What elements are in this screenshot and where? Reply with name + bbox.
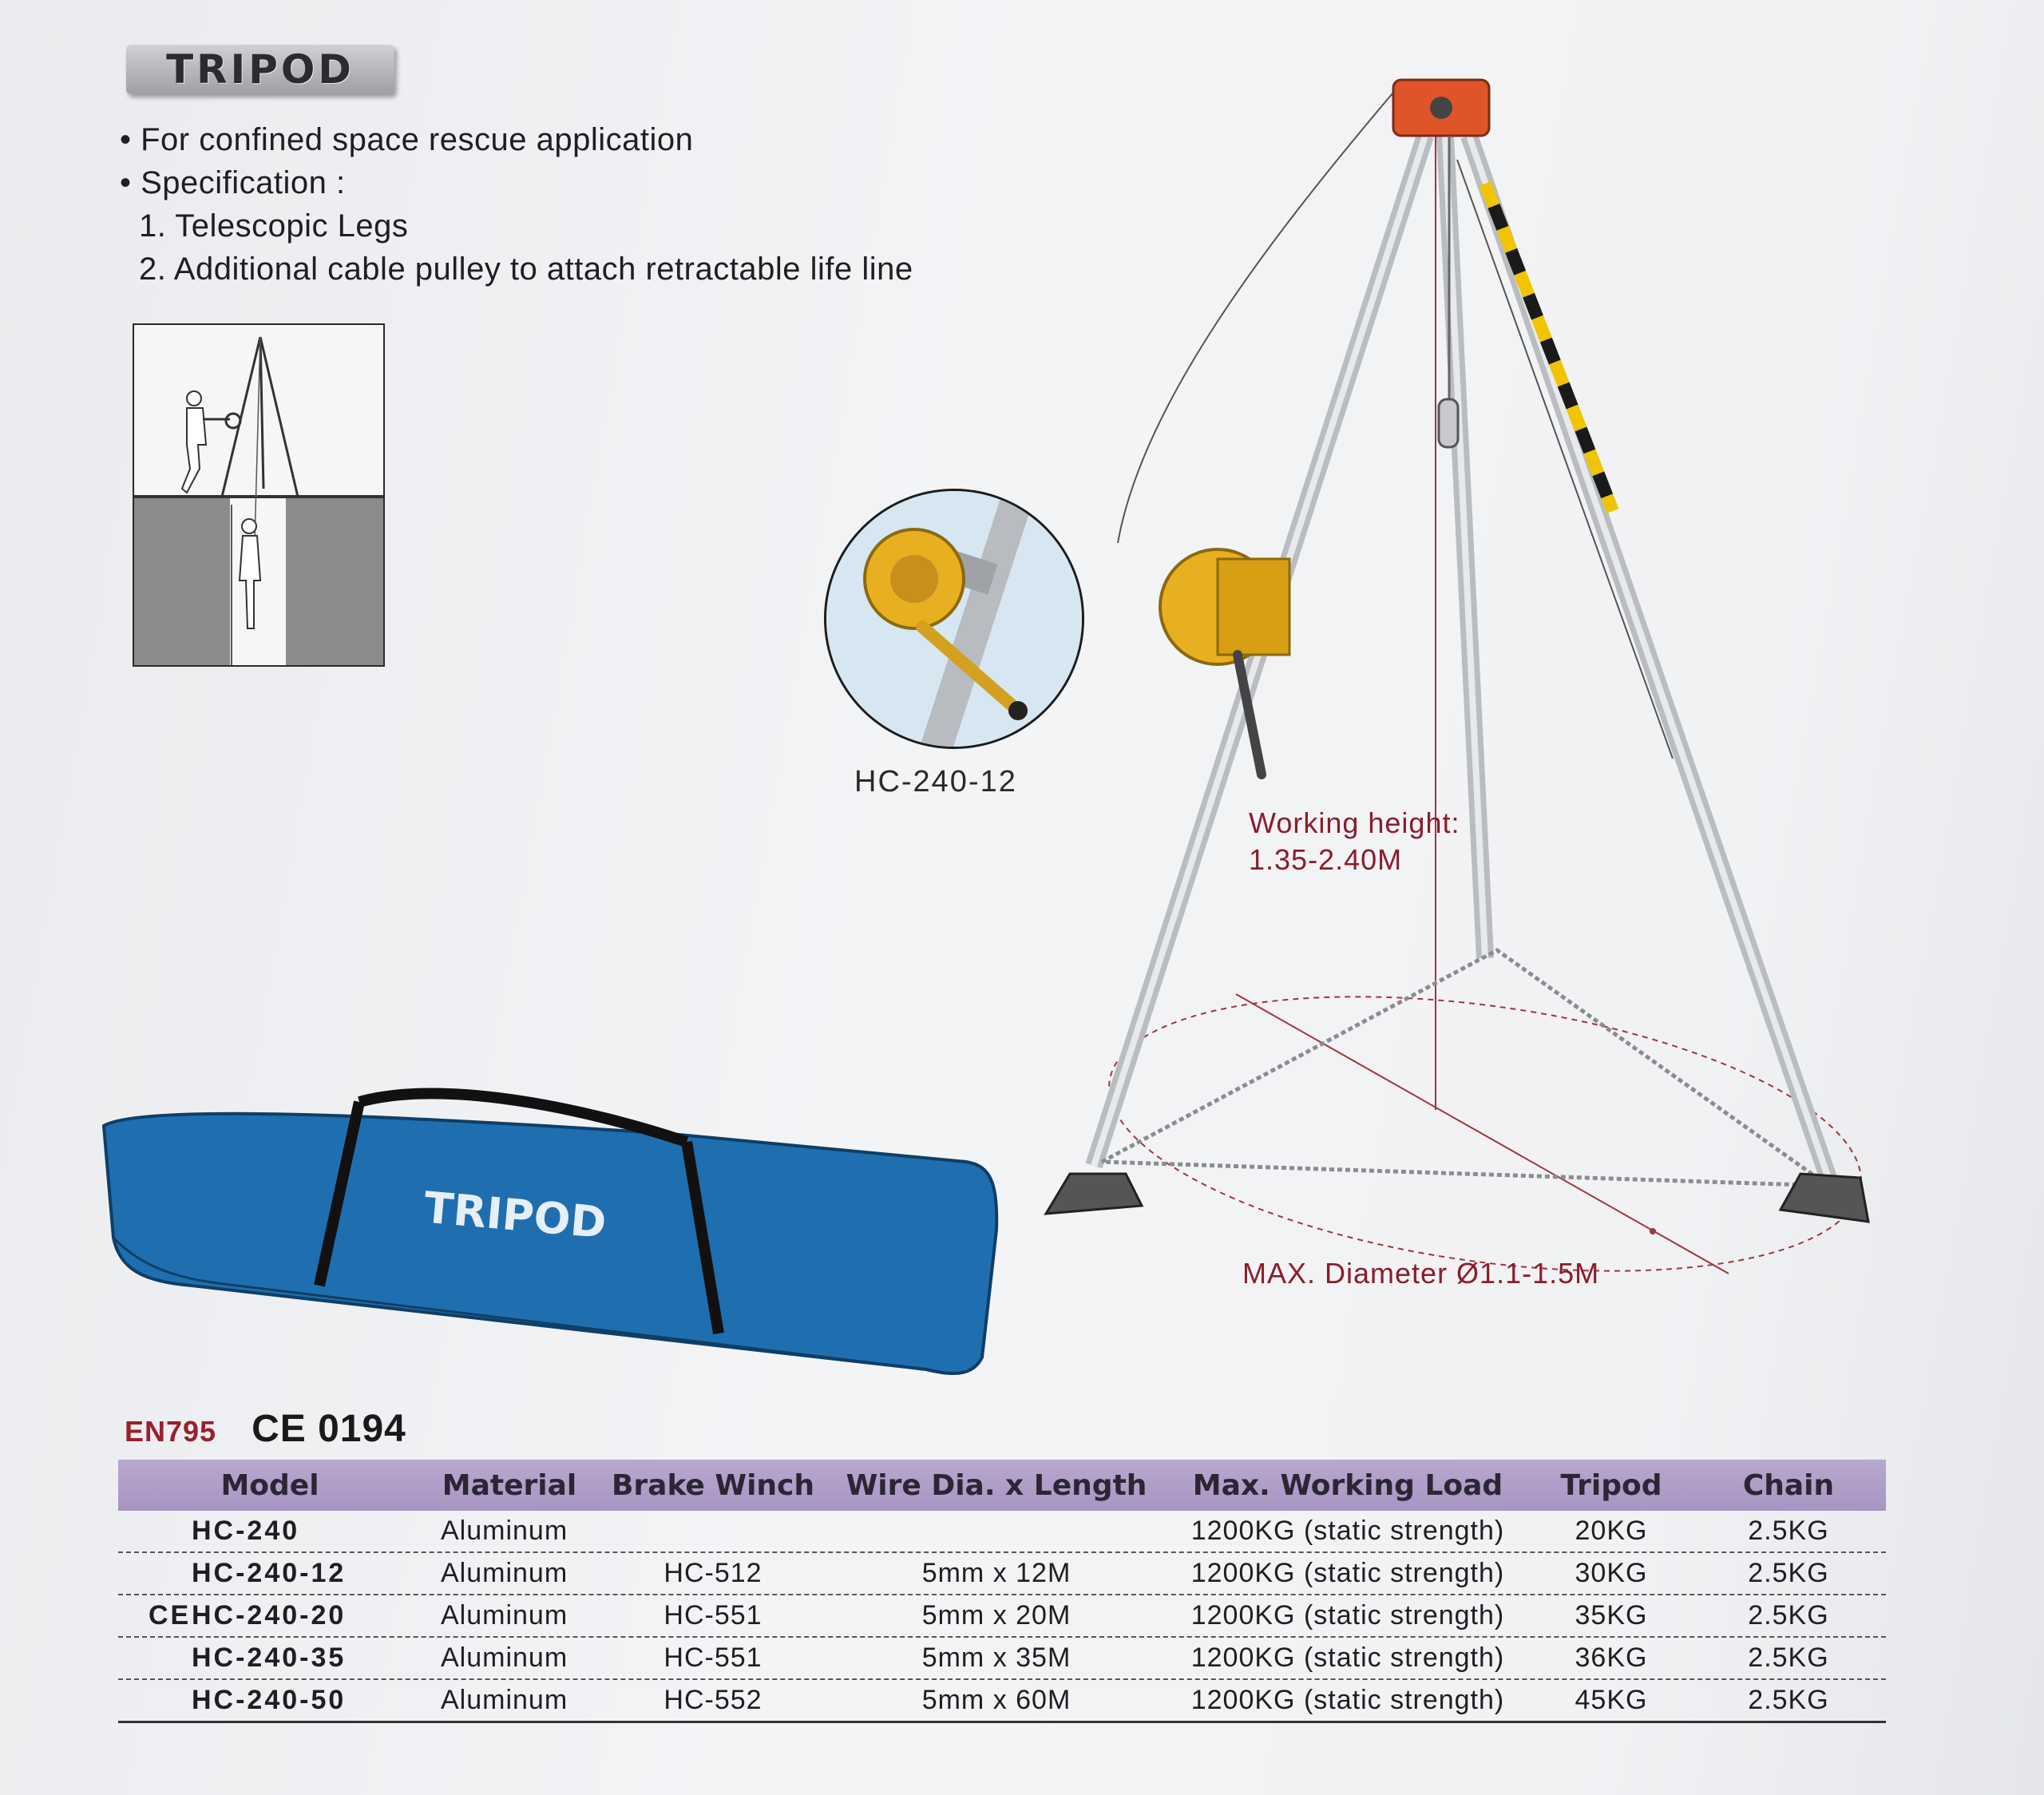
cell-wire: 5mm x 35M xyxy=(921,1642,1072,1673)
cell-chain: 2.5KG xyxy=(1748,1642,1829,1673)
cell-chain: 2.5KG xyxy=(1748,1600,1829,1631)
bag-logo: TRIPOD xyxy=(422,1182,608,1249)
title-badge xyxy=(126,45,394,94)
table-row xyxy=(118,1511,1886,1553)
table-row xyxy=(118,1680,1886,1723)
col-tripod: Tripod xyxy=(1560,1468,1662,1502)
cell-material: Aluminum xyxy=(441,1642,568,1673)
col-chain: Chain xyxy=(1742,1468,1835,1502)
table-row xyxy=(118,1553,1886,1595)
cell-winch: HC-512 xyxy=(664,1558,763,1588)
cell-wire: 5mm x 60M xyxy=(921,1685,1072,1715)
cell-chain: 2.5KG xyxy=(1748,1558,1829,1588)
cell-load: 1200KG (static strength) xyxy=(1190,1600,1505,1631)
cell-load: 1200KG (static strength) xyxy=(1190,1685,1505,1715)
bullet-specification: • Specification : xyxy=(120,165,346,200)
spec-item-1: 1. Telescopic Legs xyxy=(139,208,409,244)
table-header xyxy=(118,1460,1886,1511)
col-material: Material xyxy=(442,1468,577,1502)
cell-load: 1200KG (static strength) xyxy=(1190,1558,1505,1588)
cell-chain: 2.5KG xyxy=(1748,1516,1829,1546)
cell-chain: 2.5KG xyxy=(1748,1685,1829,1715)
cell-winch: HC-551 xyxy=(664,1642,763,1673)
working-height-value: 1.35-2.40M xyxy=(1249,843,1403,876)
cell-material: Aluminum xyxy=(441,1600,568,1631)
page-title: TRIPOD xyxy=(166,46,355,93)
ce-icon: CE xyxy=(149,1600,192,1631)
bullet-application: • For confined space rescue application xyxy=(120,122,694,157)
spec-bullets xyxy=(120,118,913,291)
max-diameter-annotation: MAX. Diameter Ø1.1-1.5M xyxy=(1242,1257,1600,1290)
cell-winch: HC-552 xyxy=(664,1685,763,1715)
cell-tripod: 36KG xyxy=(1575,1642,1648,1673)
standard-en795: EN795 xyxy=(125,1415,217,1448)
table-row xyxy=(118,1595,1886,1638)
cell-tripod: 30KG xyxy=(1575,1558,1648,1588)
model-name: HC-240-20 xyxy=(192,1600,347,1631)
cell-tripod: 20KG xyxy=(1575,1516,1648,1546)
cell-model: HC-240-50 xyxy=(192,1685,347,1715)
col-wire: Wire Dia. x Length xyxy=(846,1468,1147,1502)
cell-load: 1200KG (static strength) xyxy=(1190,1516,1505,1546)
spec-item-2: 2. Additional cable pulley to attach retractable life line xyxy=(139,252,913,287)
working-height-annotation xyxy=(1249,805,1460,878)
certification xyxy=(125,1407,406,1451)
usage-illustration xyxy=(133,323,385,667)
cell-model: HC-240-35 xyxy=(192,1642,347,1673)
cell-material: Aluminum xyxy=(441,1558,568,1588)
winch-detail-label: HC-240-12 xyxy=(854,765,1017,798)
carrying-bag-image xyxy=(96,1070,1006,1381)
cell-wire: 5mm x 12M xyxy=(921,1558,1072,1588)
cell-load: 1200KG (static strength) xyxy=(1190,1642,1505,1673)
cell-model: HC-240 xyxy=(192,1516,300,1546)
cell-model xyxy=(118,1600,422,1631)
cell-tripod: 45KG xyxy=(1575,1685,1648,1715)
tripod-illustration xyxy=(1022,48,1900,1357)
table-row xyxy=(118,1638,1886,1680)
spec-table xyxy=(118,1460,1886,1723)
cell-material: Aluminum xyxy=(441,1685,568,1715)
cell-winch: HC-551 xyxy=(664,1600,763,1631)
col-model: Model xyxy=(220,1468,319,1502)
cell-model: HC-240-12 xyxy=(192,1558,347,1588)
ce-mark: CE 0194 xyxy=(252,1408,406,1450)
cell-material: Aluminum xyxy=(441,1516,568,1546)
cell-wire: 5mm x 20M xyxy=(921,1600,1072,1631)
cell-tripod: 35KG xyxy=(1575,1600,1648,1631)
working-height-label: Working height: xyxy=(1249,806,1460,839)
col-brake-winch: Brake Winch xyxy=(611,1468,815,1502)
col-load: Max. Working Load xyxy=(1192,1468,1503,1502)
